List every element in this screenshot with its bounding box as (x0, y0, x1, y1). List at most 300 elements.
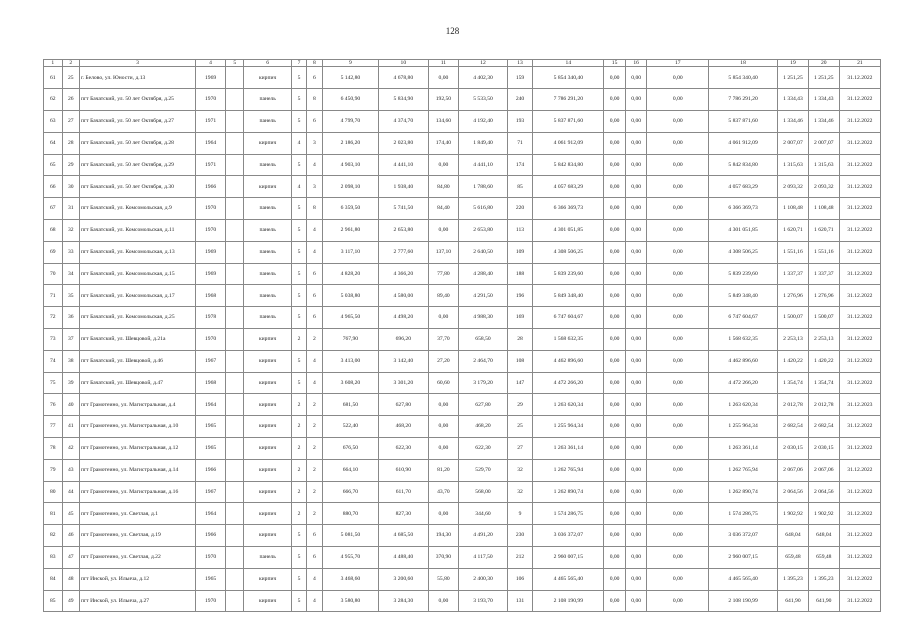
table-cell: 0,00 (604, 503, 626, 525)
table-cell: панель (244, 241, 291, 263)
table-cell: 0,00 (647, 67, 709, 89)
table-cell: 3 036 372,07 (709, 525, 778, 547)
table-cell: 49 (62, 590, 79, 612)
table-cell: 2 (307, 437, 322, 459)
table-cell: 1 263 361,14 (533, 437, 604, 459)
table-cell: 0,00 (647, 132, 709, 154)
table-cell: кирпич (244, 459, 291, 481)
table-cell: 3 179,20 (459, 372, 507, 394)
table-cell: 1966 (196, 459, 226, 481)
table-cell: 0,00 (604, 219, 626, 241)
table-cell: 106 (507, 568, 533, 590)
table-cell: 0,00 (647, 525, 709, 547)
column-number-cell: 7 (291, 60, 306, 67)
table-cell: 0,00 (428, 307, 459, 329)
table-cell: 0,00 (604, 568, 626, 590)
page-number: 128 (445, 26, 460, 36)
address-cell: пгт Бачатский, ул. 50 лет Октября, д.30 (79, 176, 195, 198)
table-cell: 31.12.2022 (839, 416, 880, 438)
address-cell: пгт Бачатский, ул. Шевцовой, д.21а (79, 328, 195, 350)
table-cell: 55,80 (428, 568, 459, 590)
table-cell: кирпич (244, 437, 291, 459)
table-cell: 0,00 (604, 328, 626, 350)
address-cell: пгт Грамотеино, ул. Магистральная, д.12 (79, 437, 195, 459)
table-cell: панель (244, 307, 291, 329)
table-cell: 1969 (196, 263, 226, 285)
table-cell: 1 263 361,14 (709, 437, 778, 459)
table-cell (225, 285, 244, 307)
table-cell: 44 (62, 481, 79, 503)
table-cell (225, 219, 244, 241)
table-cell: 4 192,40 (459, 111, 507, 133)
table-cell: 159 (507, 67, 533, 89)
table-cell: 32 (507, 481, 533, 503)
table-cell: 468,20 (459, 416, 507, 438)
table-row (44, 459, 881, 481)
table-cell: 1 255 964,34 (533, 416, 604, 438)
table-cell: 1 334,46 (808, 111, 839, 133)
table-cell: 27 (62, 111, 79, 133)
address-cell: пгт Грамотеино, ул. Магистральная, д.4 (79, 394, 195, 416)
table-cell: 0,00 (625, 89, 647, 111)
table-cell: 1 849,40 (459, 132, 507, 154)
table-row (44, 154, 881, 176)
table-cell: 5 (291, 154, 306, 176)
address-cell: пгт Грамотеино, ул. Светлая, д.19 (79, 525, 195, 547)
table-cell (225, 459, 244, 481)
table-cell: 31.12.2022 (839, 67, 880, 89)
table-cell: 45 (62, 503, 79, 525)
table-cell: 0,00 (604, 198, 626, 220)
table-cell: 6 366 369,73 (533, 198, 604, 220)
table-cell: 1 395,23 (808, 568, 839, 590)
table-cell: 0,00 (428, 590, 459, 612)
table-cell: 1970 (196, 590, 226, 612)
table-cell: 468,20 (379, 416, 428, 438)
table-cell: 1 568 632,35 (709, 328, 778, 350)
table-row (44, 263, 881, 285)
table-cell: 5 (291, 219, 306, 241)
table-cell (225, 176, 244, 198)
table-cell: 31.12.2022 (839, 568, 880, 590)
table-cell: 2 (307, 416, 322, 438)
table-row (44, 111, 881, 133)
table-cell: 627,80 (459, 394, 507, 416)
table-cell: 622,30 (379, 437, 428, 459)
table-cell: 4 057 683,29 (709, 176, 778, 198)
table-cell: 8 (307, 198, 322, 220)
table-cell: 0,00 (604, 111, 626, 133)
table-cell: 0,00 (604, 437, 626, 459)
table-cell: 2 093,32 (778, 176, 809, 198)
table-cell: 64 (44, 132, 63, 154)
column-number-cell: 20 (808, 60, 839, 67)
table-cell: 1 574 286,75 (533, 503, 604, 525)
table-cell: 4 (291, 176, 306, 198)
table-cell: 4 288,40 (459, 263, 507, 285)
table-cell: 1964 (196, 132, 226, 154)
table-cell: 5 842 834,80 (709, 154, 778, 176)
table-cell: 4 (307, 568, 322, 590)
table-cell: 0,00 (625, 176, 647, 198)
table-cell: 5 616,80 (459, 198, 507, 220)
table-cell: 1 262 890,74 (533, 481, 604, 503)
table-cell: 9 (507, 503, 533, 525)
table-cell: 48 (62, 568, 79, 590)
table-cell: 4 965,50 (322, 307, 379, 329)
table-cell: 31 (62, 198, 79, 220)
table-cell: 0,00 (604, 307, 626, 329)
table-cell: 5 854 340,40 (709, 67, 778, 89)
table-cell: 34 (62, 263, 79, 285)
table-cell: 240 (507, 89, 533, 111)
table-cell: 1970 (196, 198, 226, 220)
table-cell: 2 (307, 481, 322, 503)
table-cell: 174 (507, 154, 533, 176)
table-cell: 0,00 (625, 372, 647, 394)
table-cell: 5 837 871,60 (533, 111, 604, 133)
address-cell: пгт Бачатский, ул. 50 лет Октября, д.25 (79, 89, 195, 111)
table-cell: 75 (44, 372, 63, 394)
address-cell: пгт Бачатский, ул. Комсомольская, д.17 (79, 285, 195, 307)
table-cell: 1 420,22 (808, 350, 839, 372)
table-cell: кирпич (244, 416, 291, 438)
table-cell: 1 315,63 (778, 154, 809, 176)
table-cell: 1 251,25 (808, 67, 839, 89)
column-number-cell: 14 (533, 60, 604, 67)
table-cell: 2 464,70 (459, 350, 507, 372)
column-number-cell: 10 (379, 60, 428, 67)
table-cell: 27 (507, 437, 533, 459)
table-cell: 131 (507, 590, 533, 612)
table-cell: 1 262 890,74 (709, 481, 778, 503)
table-cell: 1 334,43 (808, 89, 839, 111)
column-number-cell: 3 (79, 60, 195, 67)
table-cell: 681,50 (322, 394, 379, 416)
table-cell (225, 328, 244, 350)
table-cell: 1 263 620,34 (533, 394, 604, 416)
table-cell: 0,00 (647, 89, 709, 111)
table-cell: 2 098,10 (322, 176, 379, 198)
table-cell: 0,00 (428, 154, 459, 176)
table-cell: 0,00 (604, 154, 626, 176)
table-cell: 62 (44, 89, 63, 111)
address-cell: пгт Грамотеино, ул. Светлая, д.1 (79, 503, 195, 525)
table-row (44, 503, 881, 525)
table-cell (225, 263, 244, 285)
table-cell: 610,90 (379, 459, 428, 481)
table-cell: 6 (307, 285, 322, 307)
table-cell: 1970 (196, 219, 226, 241)
table-row (44, 481, 881, 503)
table-cell: 3 413,00 (322, 350, 379, 372)
table-cell: 641,90 (778, 590, 809, 612)
table-cell: 1 420,22 (778, 350, 809, 372)
table-cell: 611,70 (379, 481, 428, 503)
table-cell: 1 500,07 (778, 307, 809, 329)
address-cell: пгт Бачатский, ул. Комсомольская, д.25 (79, 307, 195, 329)
table-cell: 47 (62, 546, 79, 568)
table-cell: 344,60 (459, 503, 507, 525)
table-cell: 31.12.2022 (839, 307, 880, 329)
table-cell: 0,00 (647, 568, 709, 590)
address-cell: пгт Грамотеино, ул. Магистральная, д.14 (79, 459, 195, 481)
table-cell: кирпич (244, 176, 291, 198)
column-number-cell: 9 (322, 60, 379, 67)
table-cell: 25 (62, 67, 79, 89)
table-cell: 1 938,40 (379, 176, 428, 198)
table-cell: 5 (291, 67, 306, 89)
table-cell: 0,00 (604, 546, 626, 568)
table-cell: 84 (44, 568, 63, 590)
table-cell: 212 (507, 546, 533, 568)
table-cell: 4 498,20 (379, 307, 428, 329)
table-cell: 1967 (196, 481, 226, 503)
address-cell: пгт Бачатский, ул. 50 лет Октября, д.27 (79, 111, 195, 133)
table-cell (225, 437, 244, 459)
table-cell: 31.12.2022 (839, 154, 880, 176)
table-row (44, 590, 881, 612)
table-cell: 6 366 369,73 (709, 198, 778, 220)
table-cell: кирпич (244, 132, 291, 154)
table-cell: 1966 (196, 176, 226, 198)
table-cell: 4 308 506,25 (533, 241, 604, 263)
table-cell (225, 132, 244, 154)
address-cell: пгт Бачатский, ул. Шевцовой, д.47 (79, 372, 195, 394)
table-cell: 85 (44, 590, 63, 612)
column-number-cell: 13 (507, 60, 533, 67)
table-cell: 3 608,20 (322, 372, 379, 394)
table-cell: 5 (291, 89, 306, 111)
table-cell: 0,00 (604, 350, 626, 372)
table-cell: 0,00 (647, 590, 709, 612)
table-cell: 2 012,78 (778, 394, 809, 416)
table-cell: 2 960 007,15 (533, 546, 604, 568)
table-cell: 33 (62, 241, 79, 263)
table-cell: 0,00 (625, 459, 647, 481)
table-cell: 1 500,07 (808, 307, 839, 329)
table-cell: 5 (291, 568, 306, 590)
table-cell: 6 (307, 307, 322, 329)
table-cell: 77 (44, 416, 63, 438)
table-cell: 1 574 286,75 (709, 503, 778, 525)
table-cell: 25 (507, 416, 533, 438)
table-cell: 0,00 (604, 67, 626, 89)
table-cell: 0,00 (647, 416, 709, 438)
table-cell: 4 057 683,29 (533, 176, 604, 198)
table-row (44, 350, 881, 372)
table-cell: 6 (307, 111, 322, 133)
table-cell: 0,00 (428, 503, 459, 525)
table-cell: 0,00 (647, 307, 709, 329)
table-cell: 39 (62, 372, 79, 394)
table-cell: 4 799,70 (322, 111, 379, 133)
table-cell: 1 315,63 (808, 154, 839, 176)
table-cell (225, 546, 244, 568)
table-cell: 5 834,90 (379, 89, 428, 111)
table-cell: 1 620,71 (808, 219, 839, 241)
table-cell: 3 036 372,07 (533, 525, 604, 547)
table-row (44, 546, 881, 568)
table-cell: 2 030,15 (778, 437, 809, 459)
address-cell: г. Белово, ул. Юности, д.13 (79, 67, 195, 89)
table-cell: 31.12.2022 (839, 132, 880, 154)
table-cell: 4 (307, 154, 322, 176)
table-cell: 5 (291, 350, 306, 372)
table-cell: 5 837 871,60 (709, 111, 778, 133)
address-cell: пгт Бачатский, ул. 50 лет Октября, д.28 (79, 132, 195, 154)
table-cell: 3 580,80 (322, 590, 379, 612)
table-cell: 2 067,06 (808, 459, 839, 481)
table-cell: 3 (307, 132, 322, 154)
table-cell: 31.12.2022 (839, 111, 880, 133)
table-cell (225, 307, 244, 329)
table-cell: 4 488,40 (379, 546, 428, 568)
table-cell: 0,00 (647, 372, 709, 394)
table-cell: 1 262 765,94 (533, 459, 604, 481)
table-cell: 3 193,70 (459, 590, 507, 612)
table-cell: 1968 (196, 285, 226, 307)
table-cell: 1 334,43 (778, 89, 809, 111)
table-cell (225, 503, 244, 525)
address-cell: пгт Грамотеино, ул. Магистральная, д.10 (79, 416, 195, 438)
table-cell: 4 580,00 (379, 285, 428, 307)
table-cell: 0,00 (604, 176, 626, 198)
table-cell: 84,40 (428, 198, 459, 220)
table-cell: 1 902,92 (808, 503, 839, 525)
table-cell: 5 (291, 263, 306, 285)
table-cell: 2 653,80 (379, 219, 428, 241)
table-cell (225, 481, 244, 503)
table-cell: 0,00 (647, 459, 709, 481)
table-cell: 2 108 190,99 (533, 590, 604, 612)
table-cell: 0,00 (604, 372, 626, 394)
column-number-header-row (44, 60, 881, 67)
table-cell: 0,00 (625, 481, 647, 503)
table-row (44, 372, 881, 394)
column-number-cell: 17 (647, 60, 709, 67)
table-cell: 0,00 (647, 328, 709, 350)
table-cell: 31.12.2022 (839, 503, 880, 525)
table-cell: 5 839 239,60 (709, 263, 778, 285)
table-cell: кирпич (244, 525, 291, 547)
table-cell: 5 849 348,40 (533, 285, 604, 307)
table-cell: 29 (62, 154, 79, 176)
table-cell: 2 012,78 (808, 394, 839, 416)
table-cell: 648,04 (808, 525, 839, 547)
table-cell: 31.12.2023 (839, 394, 880, 416)
table-cell: 32 (62, 219, 79, 241)
table-cell: 0,00 (604, 285, 626, 307)
table-cell: 31.12.2022 (839, 198, 880, 220)
table-row (44, 285, 881, 307)
column-number-cell: 19 (778, 60, 809, 67)
address-cell: пгт Бачатский, ул. Шевцовой, д.46 (79, 350, 195, 372)
table-cell: 3 284,30 (379, 590, 428, 612)
table-cell: 0,00 (647, 285, 709, 307)
table-cell: 0,00 (647, 219, 709, 241)
table-cell: 5 854 340,40 (533, 67, 604, 89)
table-cell: 2 (307, 394, 322, 416)
table-cell: 4 117,50 (459, 546, 507, 568)
table-cell: 4 366,20 (379, 263, 428, 285)
column-number-cell: 2 (62, 60, 79, 67)
table-cell: 0,00 (604, 394, 626, 416)
table-cell: 108 (507, 350, 533, 372)
table-cell: 4 472 266,20 (533, 372, 604, 394)
table-cell: 1967 (196, 350, 226, 372)
table-cell: 1 108,48 (778, 198, 809, 220)
table-cell: 68 (44, 219, 63, 241)
table-cell: 4 301 051,85 (709, 219, 778, 241)
column-number-cell: 18 (709, 60, 778, 67)
table-cell: 0,00 (625, 328, 647, 350)
table-cell: 3 301,20 (379, 372, 428, 394)
column-number-cell: 5 (225, 60, 244, 67)
table-cell: 81,20 (428, 459, 459, 481)
table-cell: 4 (307, 350, 322, 372)
table-cell: 2 093,32 (808, 176, 839, 198)
table-cell: 2 007,07 (808, 132, 839, 154)
table-cell: панель (244, 219, 291, 241)
table-cell: 84,80 (428, 176, 459, 198)
table-cell: 0,00 (625, 241, 647, 263)
table-cell: 4 465 565,40 (709, 568, 778, 590)
table-cell: 4 988,30 (459, 307, 507, 329)
table-cell (225, 350, 244, 372)
table-cell: кирпич (244, 503, 291, 525)
table-row (44, 241, 881, 263)
table-cell: кирпич (244, 67, 291, 89)
table-cell: 2 108 190,99 (709, 590, 778, 612)
table-cell: 4 903,10 (322, 154, 379, 176)
table-cell: 32 (507, 459, 533, 481)
table-cell: 28 (62, 132, 79, 154)
table-cell: 42 (62, 437, 79, 459)
table-cell: 4 441,10 (379, 154, 428, 176)
table-cell: панель (244, 154, 291, 176)
table-cell: 4 441,10 (459, 154, 507, 176)
address-cell: пгт Инской, ул. Ильича, д.27 (79, 590, 195, 612)
table-cell: 0,00 (647, 546, 709, 568)
table-cell: 658,50 (459, 328, 507, 350)
table-cell: 2 186,20 (322, 132, 379, 154)
table-cell (225, 525, 244, 547)
table-cell: 880,70 (322, 503, 379, 525)
address-cell: пгт Бачатский, ул. Комсомольская, д.15 (79, 263, 195, 285)
table-cell (225, 568, 244, 590)
table-cell: 0,00 (625, 132, 647, 154)
table-cell: 0,00 (625, 590, 647, 612)
column-number-cell: 8 (307, 60, 322, 67)
table-cell: 0,00 (625, 154, 647, 176)
table-cell: 5 (291, 198, 306, 220)
table-cell: 0,00 (428, 67, 459, 89)
table-cell: 4 291,50 (459, 285, 507, 307)
table-cell: 2 (291, 481, 306, 503)
table-cell: 31.12.2022 (839, 263, 880, 285)
table-cell: 767,90 (322, 328, 379, 350)
table-cell: 6 (307, 67, 322, 89)
table-cell: 28 (507, 328, 533, 350)
table-cell: 1971 (196, 111, 226, 133)
table-cell: 1 354,74 (778, 372, 809, 394)
table-cell: 6 359,50 (322, 198, 379, 220)
table-cell: 2 (291, 416, 306, 438)
table-cell: 2 067,06 (778, 459, 809, 481)
table-cell: 4 402,30 (459, 67, 507, 89)
table-cell: 4 308 506,25 (709, 241, 778, 263)
